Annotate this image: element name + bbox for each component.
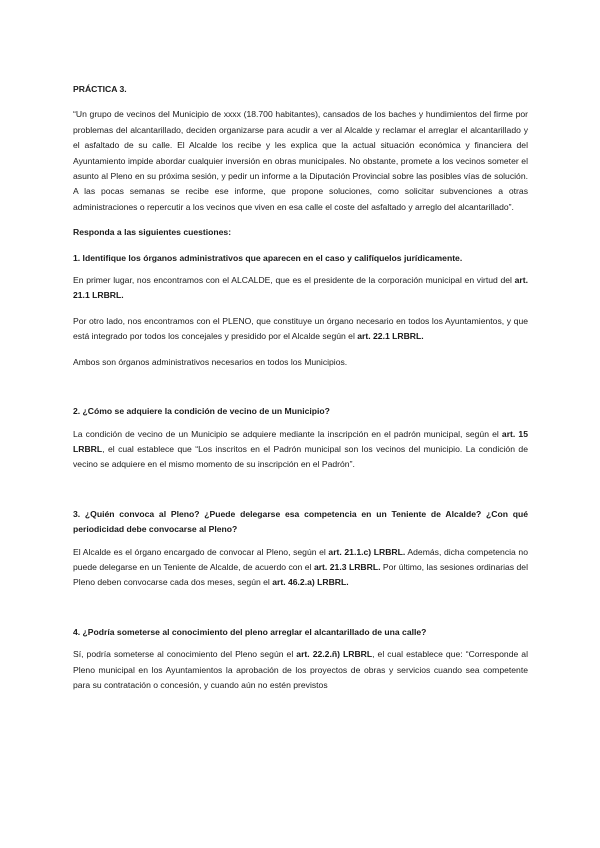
law-reference: art. 21.3 LRBRL. — [313, 561, 381, 572]
law-reference: art. 46.2.a) LRBRL. — [272, 577, 349, 588]
instructions: Responda a las siguientes cuestiones: — [73, 227, 232, 238]
law-reference: art. 22.2.ñ) LRBRL — [296, 649, 373, 660]
answer-1-paragraph-1: En primer lugar, nos encontramos con el ALCALDE, que es el presidente de la corporación municipal en virtud del art. 21.1 LRBRL. — [73, 275, 528, 301]
question-4: 4. ¿Podría someterse al conocimiento del pleno arreglar el alcantarillado de una calle? — [73, 626, 427, 637]
case-statement: “Un grupo de vecinos del Municipio de xxxx (18.700 habitantes), cansados de los baches y hundimientos del firme por problemas del alcantarillado, deciden organizarse para acudir a ver al Alcalde y reclamar el arreglar el alcantarillado y el asfaltado de su calle. El Alcalde los recibe y les explica que la actual situación económica y financiera del Ayuntamiento impide abordar cualquier inversión en obras municipales. No obstante, promete a los vecinos someter el asunto al Pleno en su próxima sesión, y pedir un informe a la Diputación Provincial sobre las posibles vías de solución. A las pocas semanas se recibe ese informe, que propone soluciones, como solicitar subvenciones a otras administraciones o repercutir a los vecinos que viven en esa calle el coste del asfaltado y arreglo del alcantarillado”. — [73, 109, 528, 212]
answer-1-paragraph-2: Por otro lado, nos encontramos con el PLENO, que constituye un órgano necesario en todos los Ayuntamientos, y que está integrado por todos los concejales y presidido por el Alcalde según el art. 22.1 LRBRL. — [73, 315, 528, 342]
law-reference: art. 15 LRBRL — [73, 428, 528, 454]
answer-2: La condición de vecino de un Municipio se adquiere mediante la inscripción en el padrón municipal, según el art. 15 LRBRL, el cual establece que “Los inscritos en el Padrón municipal son los vecinos del municipio. La condición de vecino se adquiere en el mismo momento de su inscripción en el Padrón”. — [73, 428, 528, 470]
answer-4: Sí, podría someterse al conocimiento del Pleno según el art. 22.2.ñ) LRBRL, el cual establece que: “Corresponde al Pleno municipal en los Ayuntamientos la aprobación de los proyectos de obras y servicios cuando sea competente para su contratación o concesión, y cuando aún no estén previstos — [73, 649, 528, 690]
answer-1-paragraph-3: Ambos son órganos administrativos necesarios en todos los Municipios. — [73, 356, 348, 367]
question-3: 3. ¿Quién convoca al Pleno? ¿Puede delegarse esa competencia en un Teniente de Alcalde? ¿Con qué periodicidad debe convocarse al Pleno? — [73, 508, 528, 535]
question-2: 2. ¿Cómo se adquiere la condición de vecino de un Municipio? — [73, 406, 330, 417]
law-reference: art. 21.1.c) LRBRL. — [328, 546, 406, 557]
document-title: PRÁCTICA 3. — [73, 84, 127, 94]
law-reference: art. 21.1 LRBRL. — [73, 275, 528, 301]
law-reference: art. 22.1 LRBRL. — [357, 331, 424, 342]
answer-3: El Alcalde es el órgano encargado de convocar al Pleno, según el art. 21.1.c) LRBRL. Además, dicha competencia no puede delegarse en un Teniente de Alcalde, de acuerdo con el art. 21.3 LRBRL. Por último, las sesiones ordinarias del Pleno deben convocarse cada dos meses, según el art. 46.2.a) LRBRL. — [73, 546, 528, 588]
question-1: 1. Identifique los órganos administrativos que aparecen en el caso y califíquelos jurídicamente. — [73, 252, 463, 263]
